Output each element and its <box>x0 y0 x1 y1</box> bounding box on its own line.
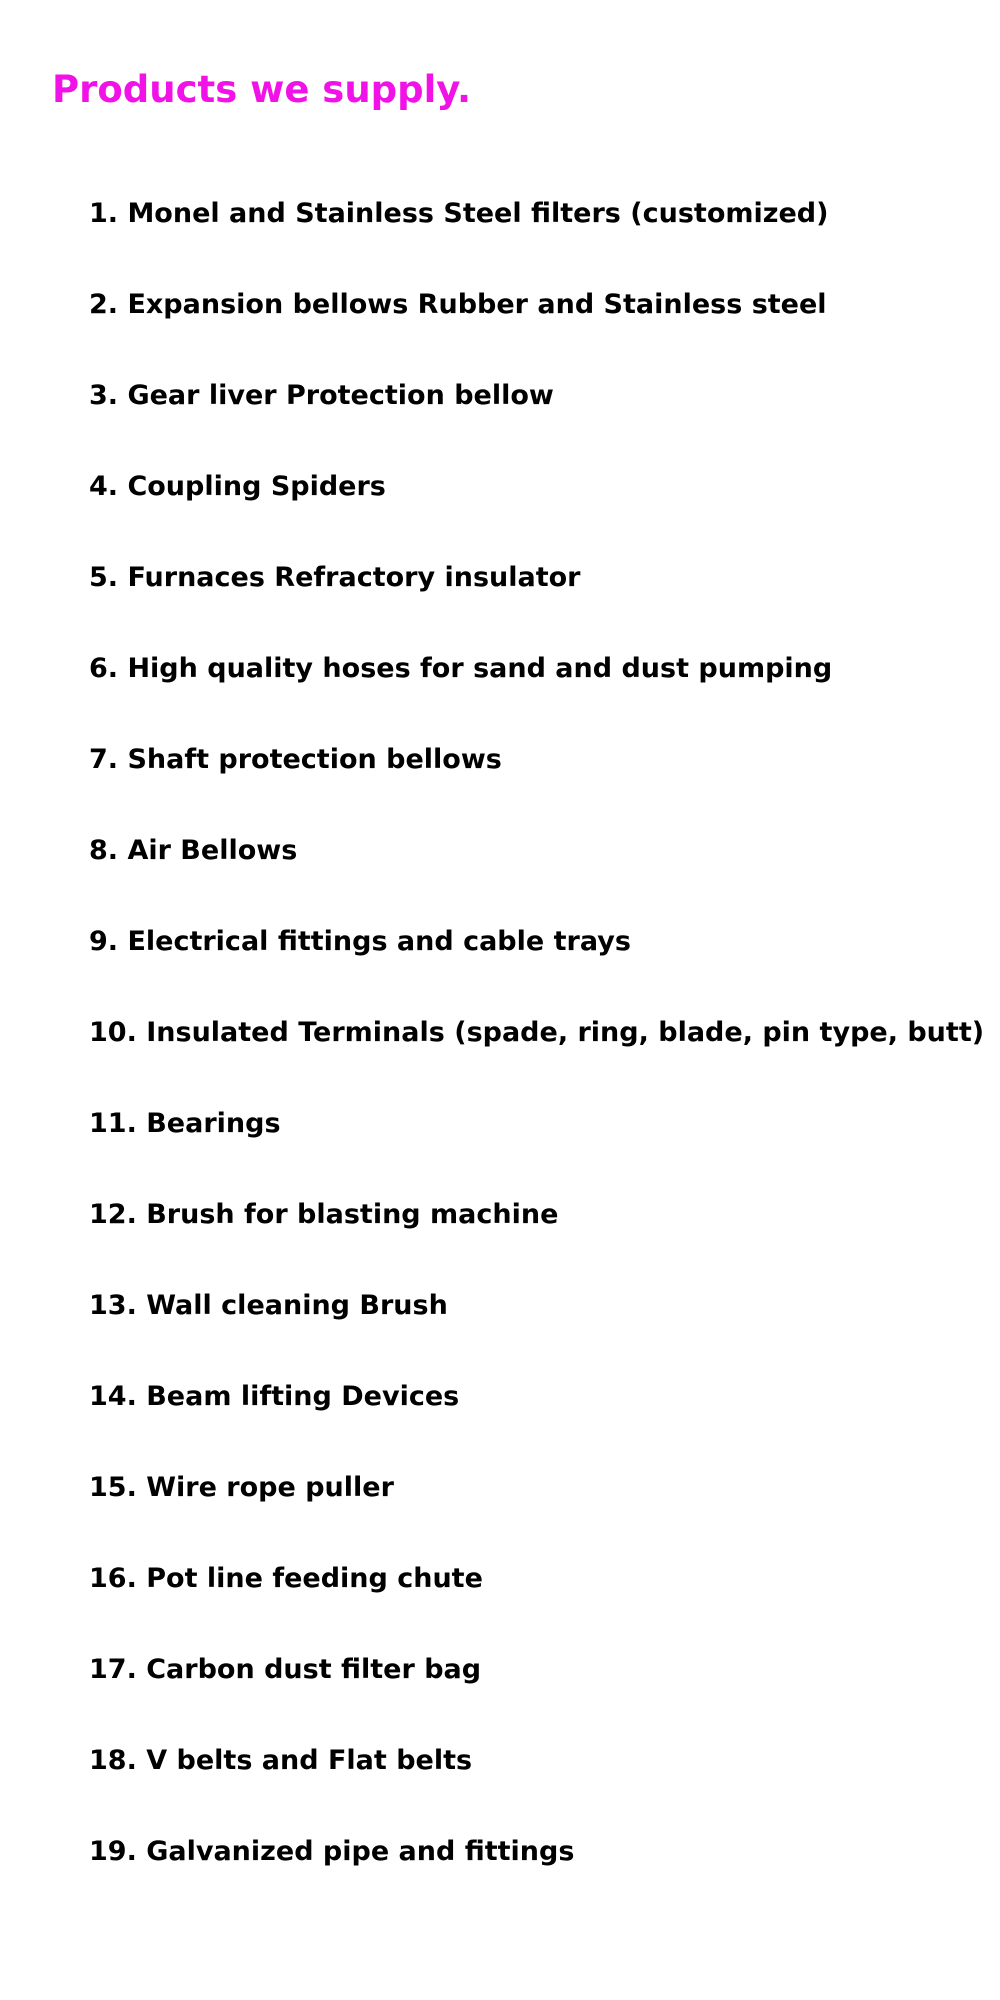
list-item: 6. High quality hoses for sand and dust pumping <box>89 653 833 684</box>
list-item: 2. Expansion bellows Rubber and Stainless steel <box>89 289 827 320</box>
list-item: 7. Shaft protection bellows <box>89 744 502 775</box>
list-item: 10. Insulated Terminals (spade, ring, blade, pin type, butt) <box>89 1017 985 1048</box>
list-item: 16. Pot line feeding chute <box>89 1563 483 1594</box>
list-item: 13. Wall cleaning Brush <box>89 1290 448 1321</box>
list-item: 8. Air Bellows <box>89 835 298 866</box>
list-item: 9. Electrical fittings and cable trays <box>89 926 631 957</box>
list-item: 11. Bearings <box>89 1108 281 1139</box>
page-title: Products we supply. <box>52 68 472 111</box>
list-item: 18. V belts and Flat belts <box>89 1745 473 1776</box>
list-item: 1. Monel and Stainless Steel filters (customized) <box>89 198 829 229</box>
product-list <box>89 194 984 1923</box>
list-item: 12. Brush for blasting machine <box>89 1199 559 1230</box>
list-item: 19. Galvanized pipe and fittings <box>89 1836 575 1867</box>
list-item: 3. Gear liver Protection bellow <box>89 380 554 411</box>
list-item: 15. Wire rope puller <box>89 1472 394 1503</box>
list-item: 4. Coupling Spiders <box>89 471 386 502</box>
list-item: 14. Beam lifting Devices <box>89 1381 460 1412</box>
list-item: 17. Carbon dust filter bag <box>89 1654 482 1685</box>
list-item: 5. Furnaces Refractory insulator <box>89 562 581 593</box>
